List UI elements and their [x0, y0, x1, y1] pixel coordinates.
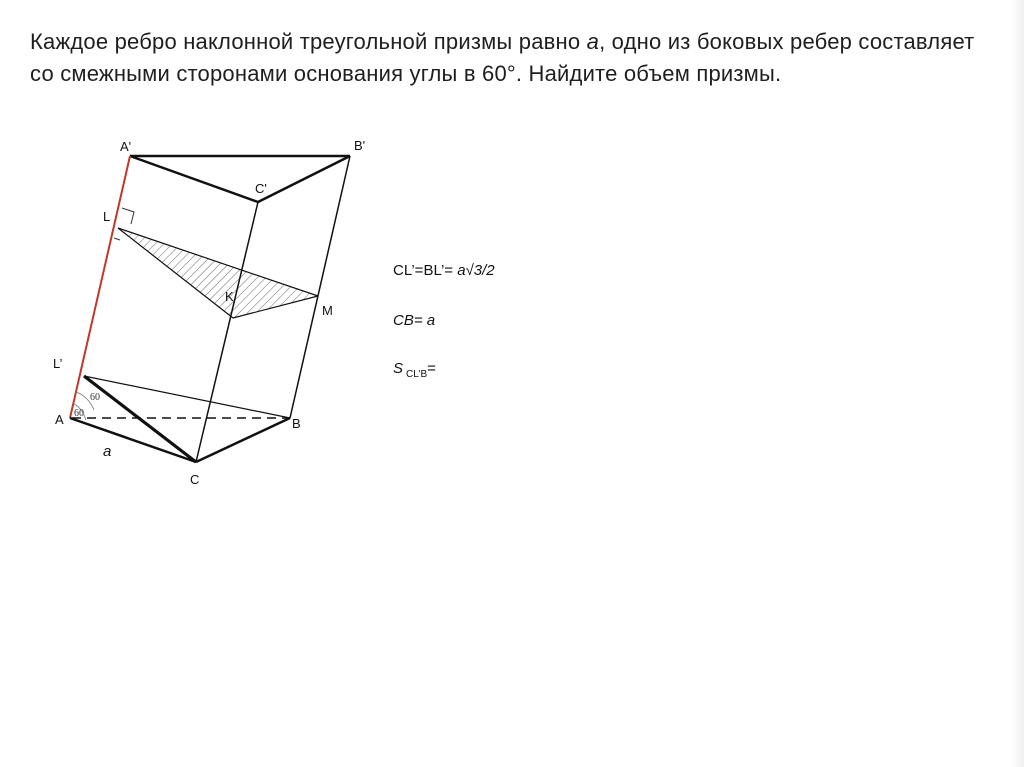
label-c: C	[190, 472, 200, 487]
label-b1: B'	[354, 138, 366, 153]
formula-1-prefix: CL’=BL’=	[393, 262, 458, 279]
formula-cl-bl	[393, 262, 495, 279]
edge-a-c	[70, 418, 196, 462]
formula-3-eq: =	[427, 360, 436, 377]
edge-a1-c1	[130, 156, 258, 202]
formula-1-root: √	[465, 262, 474, 279]
side-label-a: a	[103, 443, 112, 460]
problem-text-1: Каждое ребро наклонной треугольной призмы равно	[30, 29, 587, 54]
edge-b-b1	[290, 156, 350, 418]
edge-c1-b1	[258, 156, 350, 202]
label-a: A	[55, 412, 64, 427]
formula-area	[393, 360, 436, 380]
formula-cb	[393, 312, 435, 329]
formula-3-s: S	[393, 360, 404, 377]
segment-l1-b	[84, 376, 290, 418]
label-b: B	[292, 416, 301, 431]
formula-2-text: CB= a	[393, 312, 436, 329]
section-hatch	[118, 228, 318, 318]
angle-label-lower: 60	[74, 408, 84, 419]
problem-text-2: , одно из боковых ребер составляет со смежными сторонами основания углы в 60°. Найдите объем призмы.	[30, 29, 975, 86]
problem-variable-a: a	[586, 29, 600, 54]
formula-1-var: a	[457, 262, 466, 279]
label-c1: C'	[255, 181, 267, 196]
label-l: L	[103, 209, 111, 224]
right-angle-mark	[122, 208, 134, 224]
tick-mark	[114, 238, 120, 240]
label-l-prime: L’	[53, 356, 63, 371]
angle-label-upper: 60	[90, 392, 100, 403]
formula-3-sub: CL’B	[406, 369, 428, 380]
label-k: K	[225, 289, 234, 304]
formula-1-rest: 3/2	[473, 262, 495, 279]
edge-c-c1	[196, 202, 258, 462]
segment-l1-c-thick	[84, 376, 196, 462]
edge-c-b	[196, 418, 290, 462]
label-m: M	[322, 303, 333, 318]
label-a1: A'	[120, 139, 132, 154]
